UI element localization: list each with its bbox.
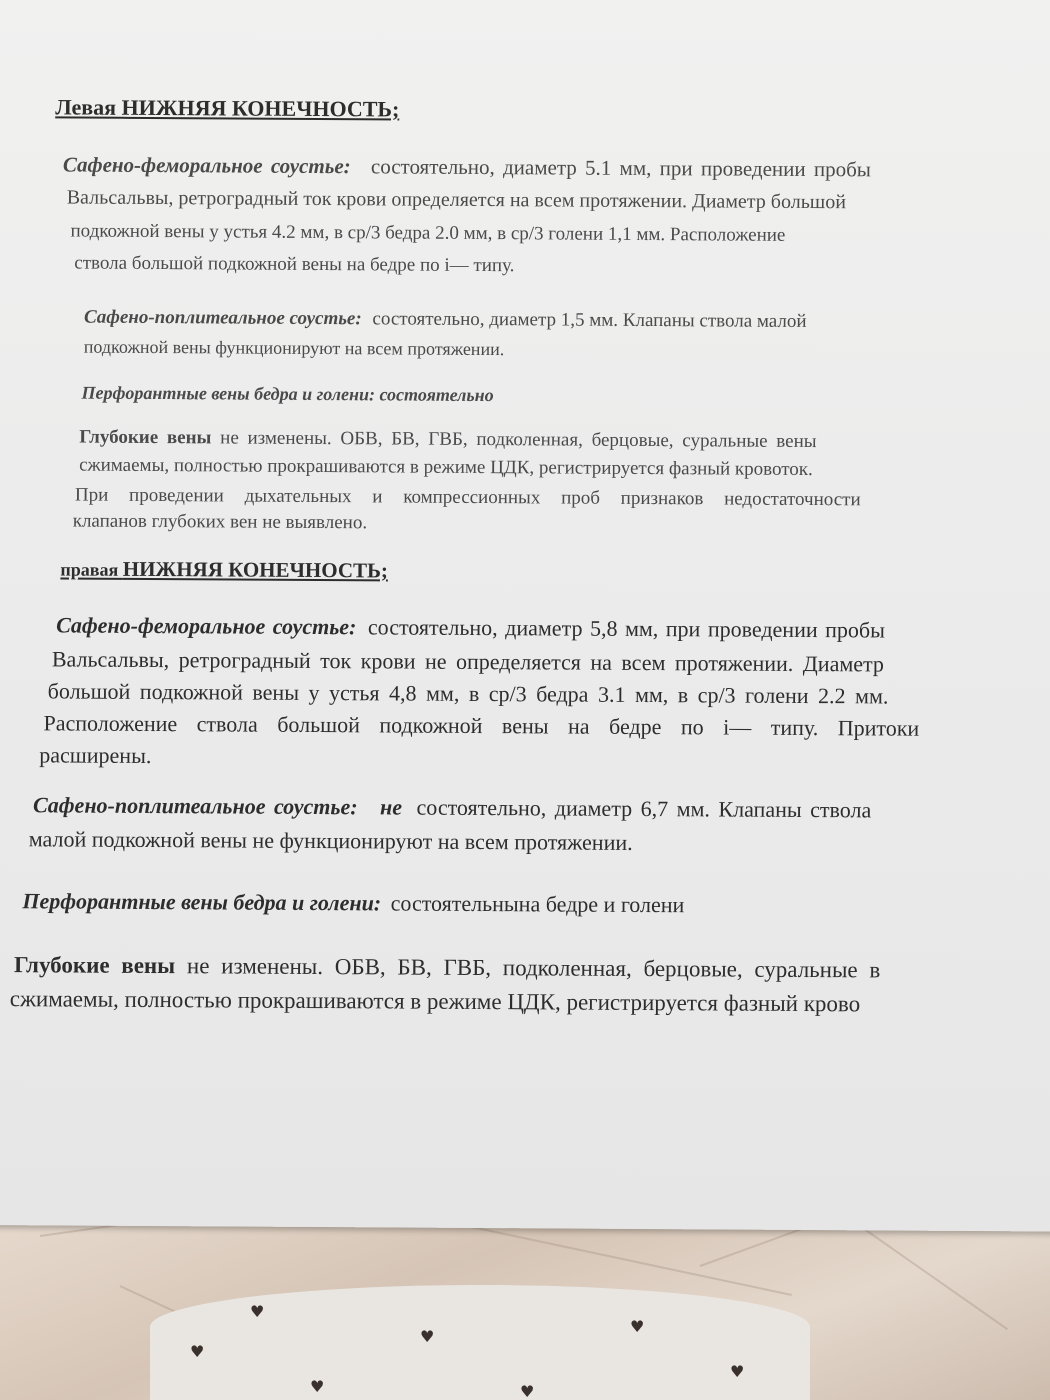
left-sfj-line1 (63, 152, 871, 182)
left-deep-text1: не изменены. ОБВ, БВ, ГВБ, подколенная, берцовые, суральные вены (220, 427, 817, 453)
left-deep-line2: сжимаемы, полностью прокрашиваются в режиме ЦДК, регистрируется фазный кровоток. (79, 454, 813, 481)
right-spj-not: не (380, 794, 403, 820)
right-sfj-line2: Вальсальвы, ретроградный ток крови не определяется на всем протяжении. Диаметр (51, 646, 885, 677)
right-deep-text1: не изменены. ОБВ, БВ, ГВБ, подколенная, берцовые, суральные в (186, 953, 881, 983)
right-sfj-line1 (56, 612, 885, 643)
right-deep-line1 (14, 952, 880, 983)
left-spj-line1 (84, 307, 807, 333)
right-sfj-line3: большой подкожной вены у устья 4,8 мм, в ср/3 бедра 3.1 мм, в ср/3 голени 2.2 мм. (47, 678, 889, 709)
left-spj-label: Сафено-поплитеальное соустье: (83, 306, 362, 330)
heading-title: НИЖНЯЯ КОНЕЧНОСТЬ; (121, 94, 400, 122)
heading-side: Левая (55, 94, 122, 120)
right-deep-line2: сжимаемы, полностью прокрашиваются в режиме ЦДК, регистрируется фазный крово (9, 986, 861, 1017)
left-spj-text1: состоятельно, диаметр 1,5 мм. Клапаны ствола малой (372, 308, 807, 332)
right-perf-label: Перфорантные вены бедра и голени: (22, 888, 382, 916)
left-deep-line3: При проведении дыхательных и компрессионных проб признаков недостаточности (74, 484, 861, 511)
left-sfj-line4: ствола большой подкожной вены на бедре по i— типу. (74, 252, 515, 277)
right-spj-line1 (33, 792, 871, 823)
left-sfj-text1: состоятельно, диаметр 5.1 мм, при проведении пробы (370, 154, 872, 182)
right-sfj-label: Сафено-феморальное соустье: (56, 612, 357, 640)
patterned-fabric: ♥ ♥ ♥ ♥ ♥ ♥ ♥ (150, 1285, 810, 1400)
right-spj-text1: состоятельно, диаметр 6,7 мм. Клапаны ствола (416, 794, 872, 823)
left-sfj-line3: подкожной вены у устья 4.2 мм, в ср/3 бедра 2.0 мм, в ср/3 голени 1,1 мм. Расположение (70, 220, 786, 246)
left-sfj-line2: Вальсальвы, ретроградный ток крови определяется на всем протяжении. Диаметр большой (66, 186, 847, 214)
left-sfj-label: Сафено-феморальное соустье: (62, 152, 351, 179)
right-leg-heading (60, 556, 388, 583)
right-spj-line2: малой подкожной вены не функционируют на всем протяжении. (28, 826, 633, 855)
right-sfj-line4: Расположение ствола большой подкожной вены на бедре по i— типу. Притоки (43, 710, 920, 741)
heading-title: НИЖНЯЯ КОНЕЧНОСТЬ; (122, 556, 389, 583)
right-sfj-text1: состоятельно, диаметр 5,8 мм, при проведении пробы (367, 614, 885, 643)
left-deep-line4: клапанов глубоких вен не выявлено. (72, 510, 368, 534)
right-sfj-line5: расширены. (39, 742, 152, 768)
right-spj-label: Сафено-поплитеальное соустье: (32, 792, 358, 820)
left-deep-line1 (79, 427, 816, 454)
heading-side: правая (60, 559, 123, 580)
left-spj-line2: подкожной вены функционируют на всем протяжении. (83, 336, 505, 360)
right-deep-label: Глубокие вены (13, 952, 176, 979)
right-perf-line (22, 888, 684, 918)
left-leg-heading (55, 94, 399, 122)
left-perf-line: Перфорантные вены бедра и голени: состоятельно (81, 382, 494, 406)
left-deep-label: Глубокие вены (79, 426, 212, 449)
right-perf-value: состоятельнына бедре и голени (390, 890, 685, 918)
